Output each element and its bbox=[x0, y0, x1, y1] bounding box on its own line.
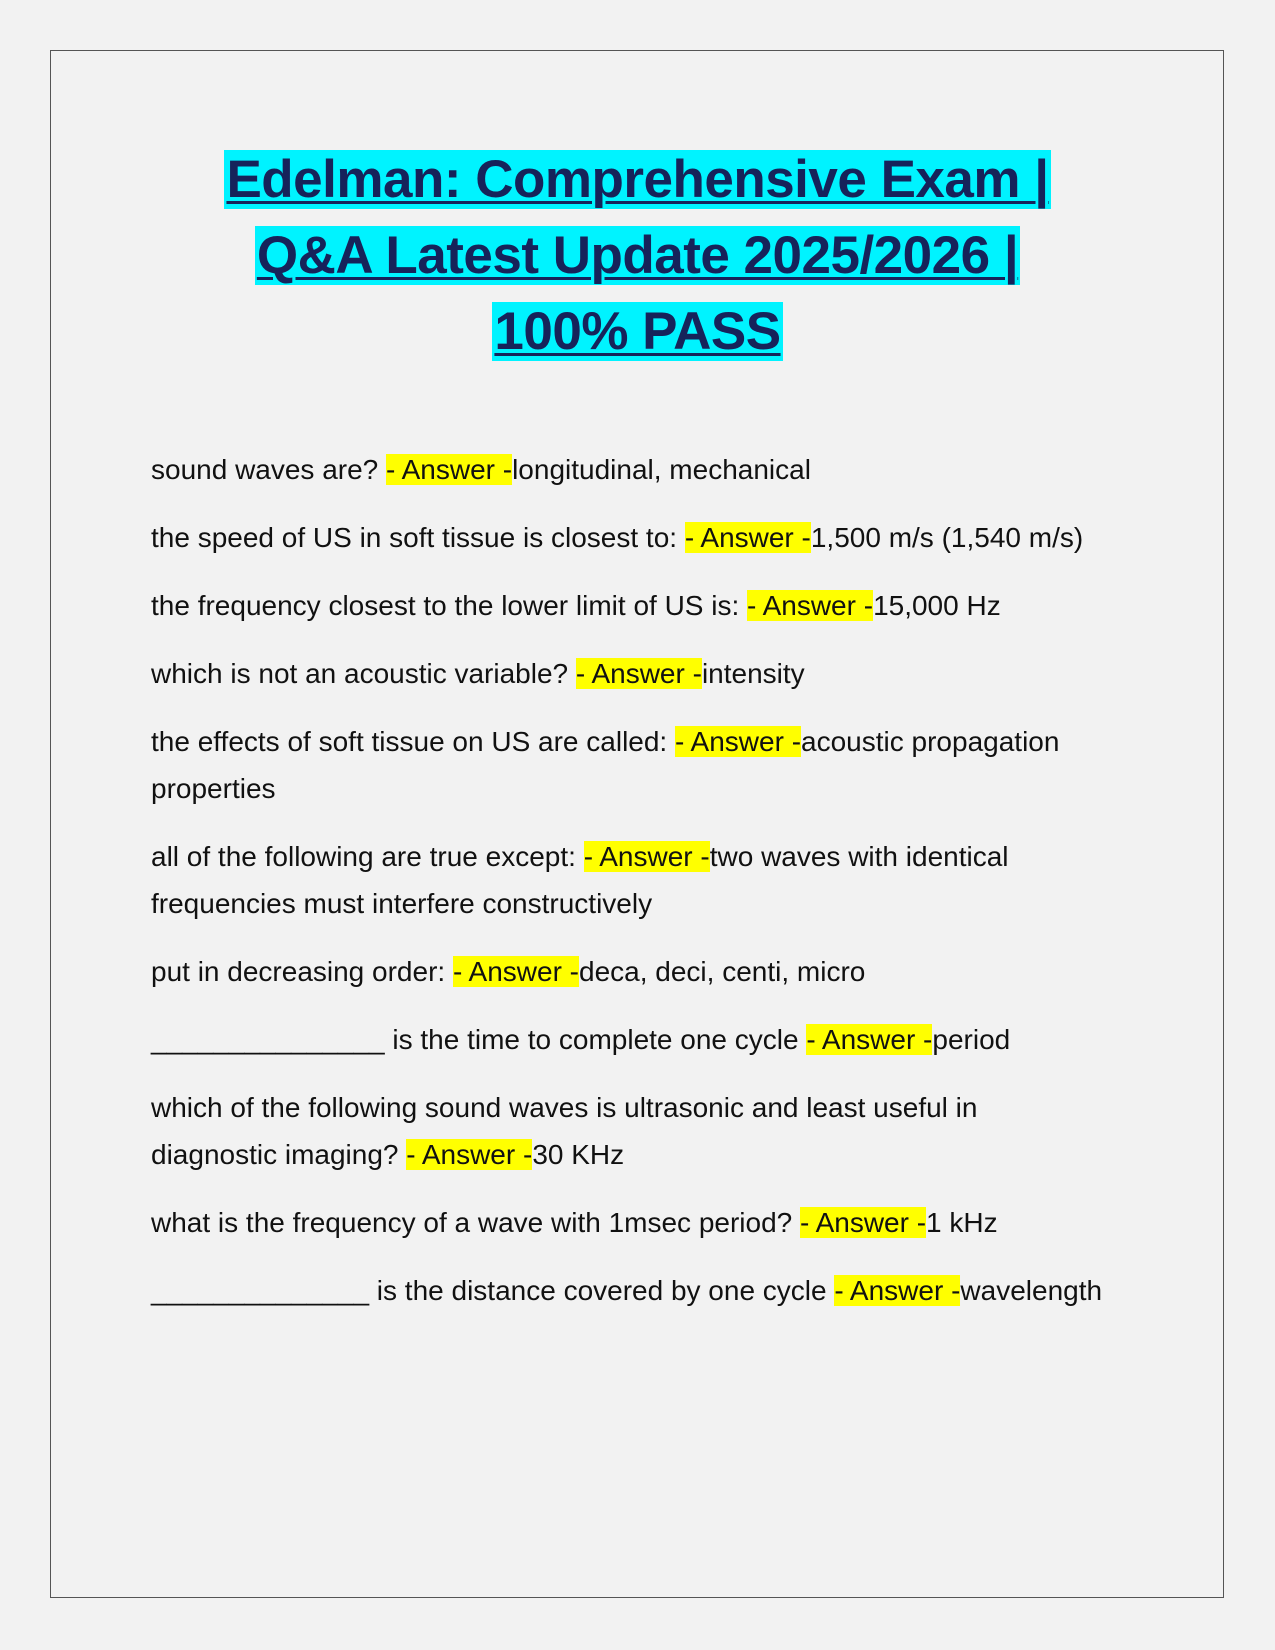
title-line-1: Edelman: Comprehensive Exam | bbox=[226, 150, 1049, 209]
question-text: which of the following sound waves is ultrasonic and least useful in diagnostic imaging? bbox=[151, 1092, 978, 1170]
title-line-3: 100% PASS bbox=[494, 302, 781, 361]
question-text: which is not an acoustic variable? bbox=[151, 658, 576, 689]
qa-item bbox=[151, 718, 1111, 812]
qa-item bbox=[151, 1084, 1111, 1178]
title-line-2: Q&A Latest Update 2025/2026 | bbox=[256, 226, 1019, 285]
answer-text: deca, deci, centi, micro bbox=[579, 956, 866, 987]
answer-text: 1 kHz bbox=[926, 1207, 998, 1238]
answer-text: 15,000 Hz bbox=[873, 590, 1001, 621]
answer-marker: - Answer - bbox=[675, 726, 802, 757]
answer-marker: - Answer - bbox=[684, 522, 811, 553]
qa-item bbox=[151, 948, 1111, 995]
question-text: all of the following are true except: bbox=[151, 841, 584, 872]
qa-item bbox=[151, 446, 1111, 493]
document-title bbox=[150, 142, 1125, 370]
question-text: ______________ is the distance covered by one cycle bbox=[151, 1275, 835, 1306]
question-text: the frequency closest to the lower limit of US is: bbox=[151, 590, 748, 621]
answer-text: 1,500 m/s (1,540 m/s) bbox=[810, 522, 1084, 553]
answer-text: longitudinal, mechanical bbox=[512, 454, 811, 485]
answer-marker: - Answer - bbox=[406, 1139, 533, 1170]
answer-marker: - Answer - bbox=[834, 1275, 961, 1306]
qa-item bbox=[151, 833, 1111, 927]
question-text: sound waves are? bbox=[151, 454, 387, 485]
answer-text: wavelength bbox=[960, 1275, 1103, 1306]
answer-text: intensity bbox=[701, 658, 805, 689]
answer-text: two waves with identical frequencies must interfere constructively bbox=[151, 841, 1009, 919]
question-text: _______________ is the time to complete one cycle bbox=[151, 1024, 807, 1055]
question-text: the effects of soft tissue on US are called: bbox=[151, 726, 675, 757]
question-text: the speed of US in soft tissue is closest to: bbox=[151, 522, 685, 553]
answer-text: acoustic propagation properties bbox=[151, 726, 1060, 804]
answer-marker: - Answer - bbox=[452, 956, 579, 987]
qa-item bbox=[151, 1199, 1111, 1246]
answer-marker: - Answer - bbox=[800, 1207, 927, 1238]
answer-marker: - Answer - bbox=[575, 658, 702, 689]
answer-marker: - Answer - bbox=[747, 590, 874, 621]
qa-item bbox=[151, 650, 1111, 697]
answer-marker: - Answer - bbox=[386, 454, 513, 485]
answer-marker: - Answer - bbox=[583, 841, 710, 872]
qa-item bbox=[151, 1016, 1111, 1063]
answer-text: 30 KHz bbox=[532, 1139, 625, 1170]
qa-item bbox=[151, 1267, 1111, 1314]
question-text: what is the frequency of a wave with 1msec period? bbox=[151, 1207, 801, 1238]
qa-item bbox=[151, 514, 1111, 561]
answer-text: period bbox=[932, 1024, 1011, 1055]
answer-marker: - Answer - bbox=[806, 1024, 933, 1055]
question-text: put in decreasing order: bbox=[151, 956, 453, 987]
qa-item bbox=[151, 582, 1111, 629]
question-answer-list bbox=[151, 446, 1111, 1335]
